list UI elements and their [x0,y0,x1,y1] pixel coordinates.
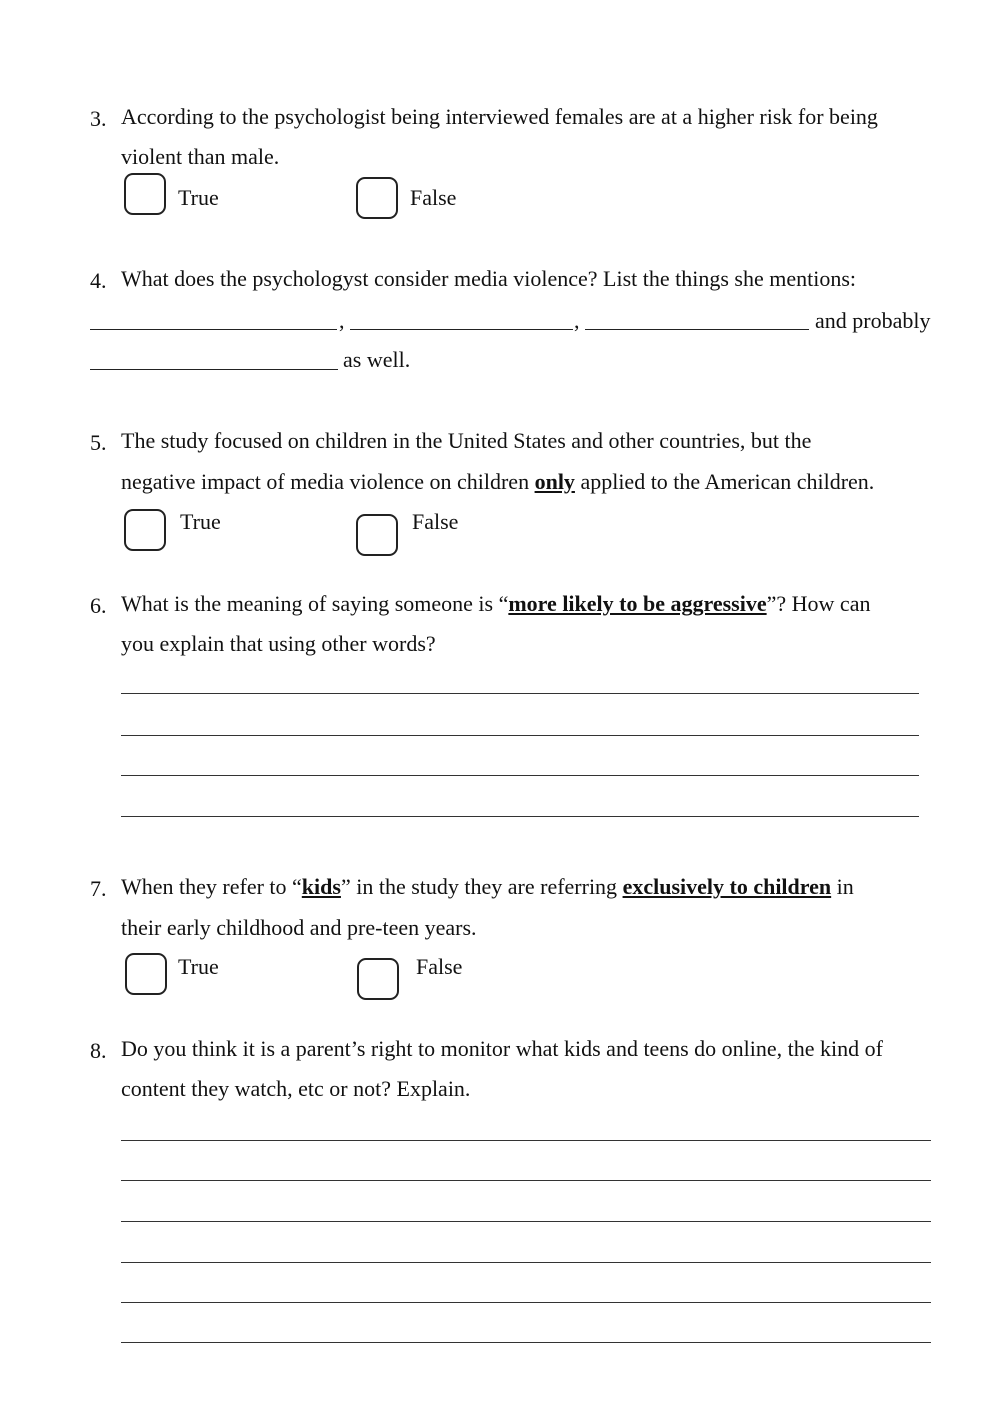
question-number: 8. [90,1038,107,1063]
text-segment: ” in the study they are referring [340,874,623,899]
question-number: 6. [90,593,107,618]
fill-in-blank-3[interactable] [585,329,809,330]
text-segment: in [831,874,854,899]
question-text-line1: The study focused on children in the United States and other countries, but the [121,428,812,453]
question-number: 4. [90,268,107,293]
question-text-line1: According to the psychologist being interviewed females are at a higher risk for being [121,104,878,129]
answer-line[interactable] [121,816,919,817]
question-number: 3. [90,106,107,131]
question-text-line2: violent than male. [121,144,280,169]
fill-in-blank-4[interactable] [90,369,338,370]
question-text-line1 [121,593,870,615]
false-checkbox[interactable] [356,177,398,219]
question-number: 7. [90,876,107,901]
text-segment: When they refer to “ [121,874,302,899]
as-well-text: as well. [343,347,411,372]
false-label: False [416,954,463,979]
question-text-line1: Do you think it is a parent’s right to monitor what kids and teens do online, the kind of [121,1036,883,1061]
and-probably-text: and probably [815,308,931,333]
true-checkbox[interactable] [125,953,167,995]
text-segment: ”? How can [766,591,871,616]
true-label: True [178,185,219,210]
fill-in-blank-2[interactable] [350,329,573,330]
text-segment: negative impact of media violence on children [121,469,535,494]
false-label: False [412,509,459,534]
answer-line[interactable] [121,1342,931,1343]
emphasis-only: only [534,469,575,494]
answer-line[interactable] [121,693,919,694]
text-segment: What is the meaning of saying someone is “ [121,591,509,616]
answer-line[interactable] [121,1262,931,1263]
true-checkbox[interactable] [124,509,166,551]
question-text-line1: What does the psychologyst consider media violence? List the things she mentions: [121,266,857,291]
fill-in-blank-1[interactable] [90,329,337,330]
comma-separator: , [339,308,345,333]
true-label: True [178,954,219,979]
emphasis-phrase: more likely to be aggressive [508,591,767,616]
emphasis-kids: kids [301,874,341,899]
true-checkbox[interactable] [124,173,166,215]
answer-line[interactable] [121,1140,931,1141]
text-segment: applied to the American children. [574,469,875,494]
question-text-line2: their early childhood and pre-teen years. [121,915,477,940]
question-text-line2: content they watch, etc or not? Explain. [121,1076,471,1101]
answer-line[interactable] [121,735,919,736]
question-text-line1 [121,876,854,898]
answer-line[interactable] [121,775,919,776]
false-checkbox[interactable] [356,514,398,556]
question-number: 5. [90,430,107,455]
false-checkbox[interactable] [357,958,399,1000]
answer-line[interactable] [121,1221,931,1222]
answer-line[interactable] [121,1302,931,1303]
emphasis-exclusively: exclusively to children [622,874,832,899]
question-text-line2: you explain that using other words? [121,631,436,656]
answer-line[interactable] [121,1180,931,1181]
comma-separator: , [574,308,580,333]
question-text-line2 [121,471,874,493]
false-label: False [410,185,457,210]
true-label: True [180,509,221,534]
